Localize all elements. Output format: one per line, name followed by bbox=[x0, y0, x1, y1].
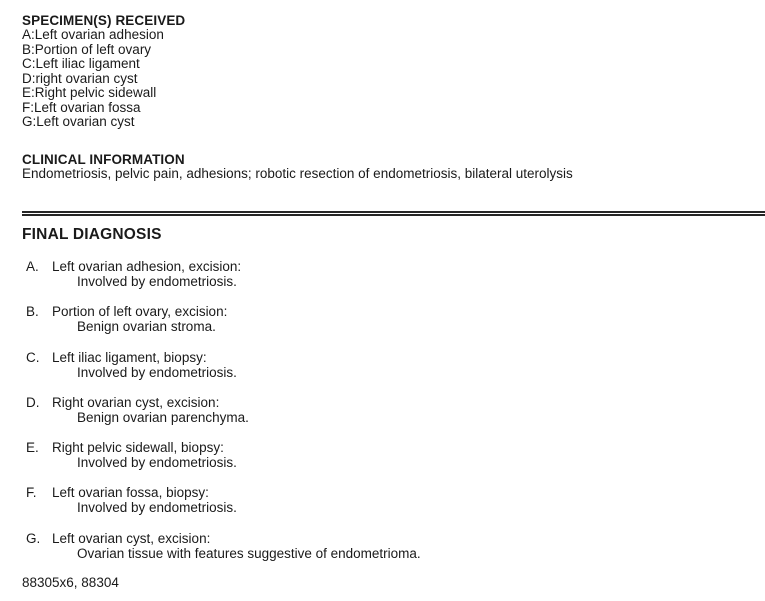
diagnosis-finding: Involved by endometriosis. bbox=[77, 364, 237, 380]
diagnosis-letter: D. bbox=[26, 394, 40, 410]
diagnosis-title: Left ovarian adhesion, excision: bbox=[52, 259, 242, 274]
clinical-information-heading: CLINICAL INFORMATION bbox=[22, 151, 185, 167]
diagnosis-letter: C. bbox=[26, 349, 40, 365]
diagnosis-finding: Benign ovarian stroma. bbox=[77, 319, 216, 335]
diagnosis-title: Left iliac ligament, biopsy: bbox=[52, 349, 207, 365]
specimens-received-heading: SPECIMEN(S) RECEIVED bbox=[22, 13, 186, 28]
billing-codes: 88305x6, 88304 bbox=[22, 575, 119, 591]
specimen-line-d: D:right ovarian cyst bbox=[22, 70, 138, 86]
diagnosis-letter: F. bbox=[26, 485, 37, 501]
diagnosis-finding: Involved by endometriosis. bbox=[77, 274, 237, 289]
diagnosis-list bbox=[22, 259, 765, 561]
diagnosis-item-d bbox=[22, 395, 765, 425]
specimen-line-f: F:Left ovarian fossa bbox=[22, 99, 141, 115]
diagnosis-item-f bbox=[22, 485, 765, 515]
diagnosis-finding: Benign ovarian parenchyma. bbox=[77, 409, 249, 425]
diagnosis-finding: Involved by endometriosis. bbox=[77, 500, 237, 516]
specimen-line-e: E:Right pelvic sidewall bbox=[22, 85, 157, 100]
diagnosis-title: Portion of left ovary, excision: bbox=[52, 304, 228, 320]
diagnosis-item-e bbox=[22, 440, 765, 470]
diagnosis-finding: Involved by endometriosis. bbox=[77, 455, 237, 471]
specimen-line-b: B:Portion of left ovary bbox=[22, 41, 152, 57]
diagnosis-title: Right pelvic sidewall, biopsy: bbox=[52, 440, 224, 456]
clinical-information-text: Endometriosis, pelvic pain, adhesions; robotic resection of endometriosis, bilateral uterolysis bbox=[22, 165, 573, 181]
diagnosis-letter: A. bbox=[26, 259, 39, 274]
diagnosis-item-b bbox=[22, 304, 765, 334]
clinical-information-section bbox=[22, 152, 765, 182]
specimen-list bbox=[22, 28, 765, 130]
diagnosis-item-a bbox=[22, 259, 765, 289]
specimen-line-g: G:Left ovarian cyst bbox=[22, 114, 135, 129]
specimen-line-c: C:Left iliac ligament bbox=[22, 56, 140, 71]
diagnosis-letter: B. bbox=[26, 304, 39, 320]
diagnosis-title: Left ovarian fossa, biopsy: bbox=[52, 485, 209, 501]
diagnosis-item-g bbox=[22, 531, 765, 561]
diagnosis-finding: Ovarian tissue with features suggestive of endometrioma. bbox=[77, 545, 421, 561]
diagnosis-letter: E. bbox=[26, 440, 39, 456]
diagnosis-letter: G. bbox=[26, 530, 41, 546]
diagnosis-title: Right ovarian cyst, excision: bbox=[52, 394, 220, 410]
specimen-line-a: A:Left ovarian adhesion bbox=[22, 27, 164, 42]
diagnosis-item-c bbox=[22, 350, 765, 380]
diagnosis-title: Left ovarian cyst, excision: bbox=[52, 530, 211, 546]
section-divider-double-rule bbox=[22, 211, 765, 216]
final-diagnosis-heading: FINAL DIAGNOSIS bbox=[22, 226, 162, 243]
